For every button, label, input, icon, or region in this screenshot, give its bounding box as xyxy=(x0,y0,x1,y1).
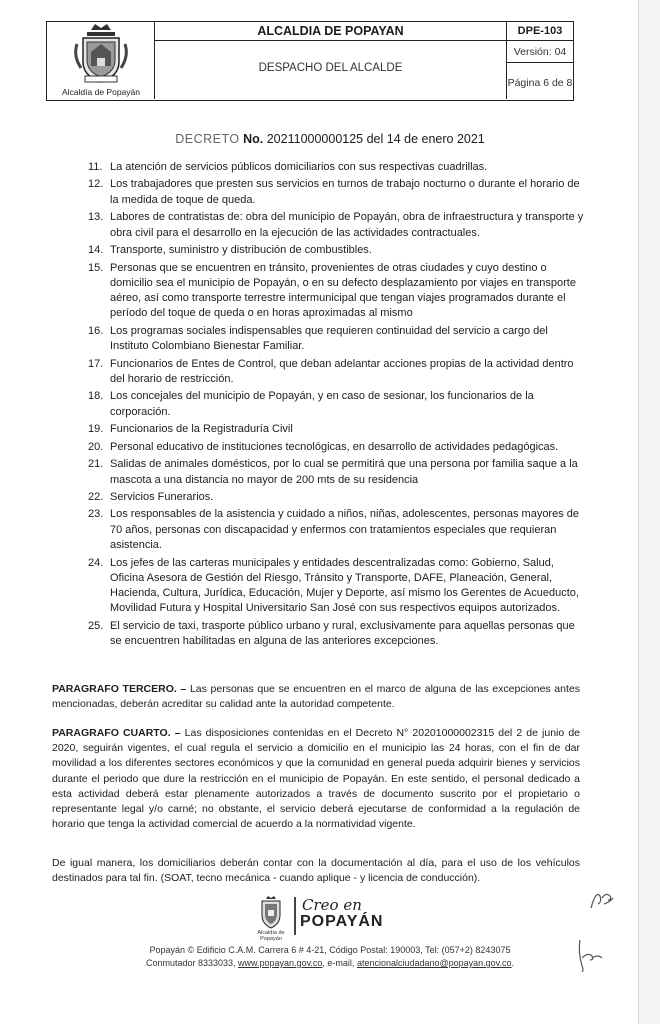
list-item xyxy=(88,160,588,175)
item-text: La atención de servicios públicos domiciliarios con sus respectivas cuadrillas. xyxy=(110,161,488,173)
item-number: 22. xyxy=(88,491,104,503)
item-text: Los trabajadores que presten sus servicios en turnos de trabajo nocturno o durante el horario de la medida de toque de queda. xyxy=(110,178,580,206)
document-header xyxy=(46,21,574,101)
paragraph-third-text: Las personas que se encuentren en el marco de alguna de las excepciones antes mencionadas, deberán acreditar su calidad ante la autoridad competente. xyxy=(52,683,580,711)
item-number: 21. xyxy=(88,458,104,471)
item-number: 24. xyxy=(88,556,104,569)
item-number: 14. xyxy=(88,244,104,257)
list-item xyxy=(88,243,588,258)
item-text: Los programas sociales indispensables que requieren continuidad del servicio a cargo del Instituto Colombiano Bienestar Familiar. xyxy=(110,324,548,353)
list-item xyxy=(88,261,588,322)
handwritten-initial-icon xyxy=(572,938,606,974)
logo-caption: Alcaldía de Popayán xyxy=(62,87,140,97)
item-text: Servicios Funerarios. xyxy=(110,491,214,503)
decree-reference xyxy=(0,132,660,146)
document-code: DPE-103 xyxy=(507,22,573,41)
list-item xyxy=(88,389,588,420)
item-text: Transporte, suministro y distribución de combustibles. xyxy=(110,244,372,257)
slogan-bottom: POPAYÁN xyxy=(300,913,384,930)
item-number: 19. xyxy=(88,423,104,436)
item-text: Salidas de animales domésticos, por lo cual se permitirá que una persona por familia saque a la mascota a una distancia no mayor de 200 mts de su residencia xyxy=(110,458,578,486)
slogan-top: Creo en xyxy=(302,896,362,914)
closing-paragraph: De igual manera, los domiciliarios deberán contar con la documentación al día, para el uso de los vehículos destinados para tal fin. (SOAT, tecno mecánica - cuando aplique - y licencia de conducción). xyxy=(52,857,580,885)
item-number: 12. xyxy=(88,178,104,191)
list-item xyxy=(88,177,588,208)
footer-address: Popayán © Edificio C.A.M. Carrera 6 # 4-21, Código Postal: 190003, Tel: (057+2) 8243075 xyxy=(149,945,511,955)
item-text: Los jefes de las carteras municipales y entidades descentralizadas como: Gobierno, Salud, Oficina Asesora de Gestión del Riesgo, Tránsito y Transporte, DAFE, Planeación, General, Hacienda, Cultura, Jurídica, Educación, Mujer y Deporte, así mismo los Gerentes de Acueducto, Movilidad Futura y Hospital Universitario San José con sus respectivos equipos autorizados. xyxy=(110,556,579,615)
paragraph-fourth-title: PARAGRAFO CUARTO. – xyxy=(52,727,181,739)
item-text: Los concejales del municipio de Popayán, y en caso de sesionar, los funcionarios de la corporación. xyxy=(110,390,534,418)
item-number: 17. xyxy=(88,357,104,370)
list-item xyxy=(88,619,588,650)
item-text: Funcionarios de la Registraduría Civil xyxy=(110,423,293,436)
list-item xyxy=(88,490,588,505)
exceptions-list xyxy=(88,160,588,652)
item-number: 16. xyxy=(88,324,104,337)
header-logo-cell xyxy=(47,22,155,99)
item-text: Los responsables de la asistencia y cuidado a niños, niñas, adolescentes, personas mayores de 70 años, personas con discapacidad y enfermos con tratamientos especiales que requieran asistencia. xyxy=(110,508,580,552)
footer-logo-caption: Alcaldía de Popayán xyxy=(257,930,285,942)
item-number: 13. xyxy=(88,211,104,224)
item-text: Personal educativo de instituciones tecnológicas, en desarrollo de actividades pedagógicas. xyxy=(110,440,559,453)
paragraph-fourth-text: Las disposiciones contenidas en el Decreto N° 20201000002315 del 2 de junio de 2020, seguirán vigentes, el cual regula el servicio a domicilio en el municipio las 24 horas, con el fin de dar movilidad a los diferentes sectores económicos y que la comunidad en general pueda adquirir bienes y servicios durante el periodo que dure la restricción en el municipio de Popayán. En este sentido, el personal dedicado a esta actividad deberá estar plenamente autorizados a través de documento suscrito por el propietario o representante legal y/o carné; no obstante, el servicio deberá ejecutarse de conformidad a la regulación de horario que tenga la actividad comercial de acuerdo a la normatividad vigente. xyxy=(52,727,580,831)
item-text: Personas que se encuentren en tránsito, provenientes de otras ciudades y cuyo destino o domicilio sea el municipio de Popayán, o en su defecto desplazamiento por viajes en transporte aéreo, así como transporte terrestre intermunicipal que tengan viajes programados durante el período del toque de queda o en horas aproximadas al mismo xyxy=(110,261,576,320)
paragraph-fourth xyxy=(52,726,580,832)
footer-email-suffix: . xyxy=(511,958,515,968)
list-item xyxy=(88,440,588,455)
list-item xyxy=(88,357,588,388)
footer-coat-of-arms-icon xyxy=(256,896,286,930)
item-number: 23. xyxy=(88,508,104,521)
coat-of-arms-icon xyxy=(47,22,155,86)
list-item xyxy=(88,507,588,553)
footer-contact xyxy=(0,958,660,968)
list-item xyxy=(88,422,588,437)
document-version: Versión: 04 xyxy=(507,41,573,63)
list-item xyxy=(88,556,588,617)
paragraph-third-title: PARAGRAFO TERCERO. – xyxy=(52,683,187,695)
scan-edge xyxy=(638,0,660,1024)
footer-email-link[interactable]: atencionalciudadano@popayan.gov.co xyxy=(356,958,512,968)
list-item xyxy=(88,210,588,241)
header-title: ALCALDIA DE POPAYAN xyxy=(155,22,507,41)
item-text: Labores de contratistas de: obra del municipio de Popayán, obra de infraestructura y transporte y obra civil para el desarrollo en la ejecución de las actividades contractuales. xyxy=(110,211,584,239)
item-number: 20. xyxy=(88,440,104,453)
footer-email-prefix: , e-mail, xyxy=(322,958,357,968)
handwritten-initial-icon xyxy=(588,886,616,912)
footer-phone: Conmutador 8333033, xyxy=(145,958,239,968)
item-number: 15. xyxy=(88,261,104,274)
decree-keyword: DECRETO xyxy=(175,132,240,146)
item-number: 11. xyxy=(88,161,103,173)
decree-no-label: No. xyxy=(243,132,264,146)
footer-divider xyxy=(294,897,296,935)
list-item xyxy=(88,324,588,355)
item-number: 18. xyxy=(88,390,104,403)
item-number: 25. xyxy=(88,619,104,632)
item-text: Funcionarios de Entes de Control, que deban adelantar acciones propias de la actividad dentro del horario de restricción. xyxy=(110,357,574,385)
paragraph-third xyxy=(52,682,580,712)
page-number: Página 6 de 8 xyxy=(507,77,573,89)
footer-website-link[interactable]: www.popayan.gov.co xyxy=(238,958,323,968)
decree-number: 20211000000125 del 14 de enero 2021 xyxy=(266,132,485,146)
item-text: El servicio de taxi, trasporte público urbano y rural, exclusivamente para aquellas personas que se encuentren habilitadas en alguna de las anteriores excepciones. xyxy=(110,619,575,648)
header-office: DESPACHO DEL ALCALDE xyxy=(155,41,507,99)
list-item xyxy=(88,457,588,488)
